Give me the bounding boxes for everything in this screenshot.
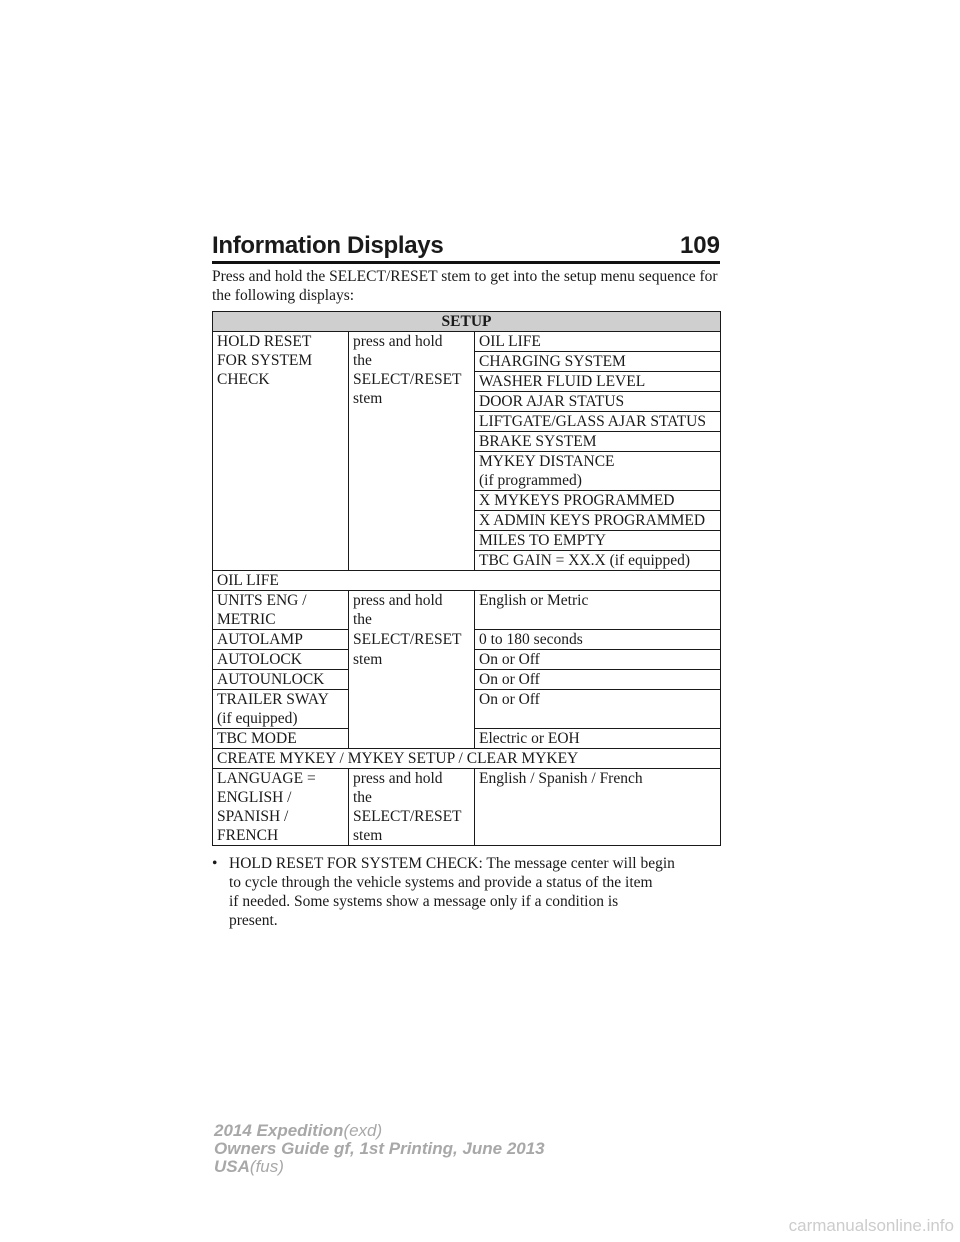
table-heading: SETUP [213,312,721,332]
setting-cell-autolock: AUTOLOCK [213,650,349,670]
action-cell-settings-cont: stem [349,650,475,670]
page-number: 109 [679,232,720,259]
options-cell: English or Metric [475,591,721,630]
action-cell-settings-cont [349,729,475,749]
oil-life-row: OIL LIFE [213,571,721,591]
setting-cell-autounlock: AUTOUNLOCK [213,670,349,690]
action-cell-language: press and hold the SELECT/RESET stem [349,769,475,846]
options-cell: 0 to 180 seconds [475,630,721,650]
table-cell: X ADMIN KEYS PROGRAMMED [475,511,721,531]
intro-paragraph: Press and hold the SELECT/RESET stem to get into the setup menu sequence for the following displays: [212,268,718,304]
table-cell: LIFTGATE/GLASS AJAR STATUS [475,412,721,432]
options-cell: English / Spanish / French [475,769,721,846]
action-cell-settings-cont: SELECT/RESET [349,630,475,650]
table-cell: OIL LIFE [475,332,721,352]
setting-cell-tbc-mode: TBC MODE [213,729,349,749]
page-header [212,228,720,262]
setting-cell-autolamp: AUTOLAMP [213,630,349,650]
footer-line-market: USA(fus) [214,1157,284,1176]
table-cell: TBC GAIN = XX.X (if equipped) [475,551,721,571]
action-cell-settings: press and hold the [349,591,475,630]
header-rule [212,261,720,264]
print-footer [214,1122,545,1176]
setup-table [212,311,721,846]
bullet-icon: • [212,855,218,872]
options-cell: On or Off [475,650,721,670]
table-cell: CHARGING SYSTEM [475,352,721,372]
footer-line-model: 2014 Expedition(exd) [214,1121,383,1140]
options-cell: Electric or EOH [475,729,721,749]
action-cell-system-check: press and hold the SELECT/RESET stem [349,332,475,571]
table-cell: BRAKE SYSTEM [475,432,721,452]
options-cell: On or Off [475,690,721,729]
action-cell-settings-cont [349,670,475,690]
setting-cell-trailer-sway: TRAILER SWAY (if equipped) [213,690,349,729]
mykey-row: CREATE MYKEY / MYKEY SETUP / CLEAR MYKEY [213,749,721,769]
table-cell: WASHER FLUID LEVEL [475,372,721,392]
table-cell: X MYKEYS PROGRAMMED [475,491,721,511]
table-cell: MILES TO EMPTY [475,531,721,551]
section-title: Information Displays [212,232,444,259]
menu-cell-system-check: HOLD RESET FOR SYSTEM CHECK [213,332,349,571]
bullet-text: HOLD RESET FOR SYSTEM CHECK: The message center will begin to cycle through the vehicle systems and provide a status of the item if needed. Some systems show a message only if a condition is present. [229,855,675,929]
setting-cell-units: UNITS ENG / METRIC [213,591,349,630]
options-cell: On or Off [475,670,721,690]
setting-cell-language: LANGUAGE = ENGLISH / SPANISH / FRENCH [213,769,349,846]
table-cell: DOOR AJAR STATUS [475,392,721,412]
table-cell: MYKEY DISTANCE (if programmed) [475,452,721,491]
action-cell-settings-cont [349,690,475,729]
watermark: carmanualsonline.info [788,1216,954,1235]
bullet-item [212,854,720,930]
footer-line-printing: Owners Guide gf, 1st Printing, June 2013 [214,1139,545,1158]
